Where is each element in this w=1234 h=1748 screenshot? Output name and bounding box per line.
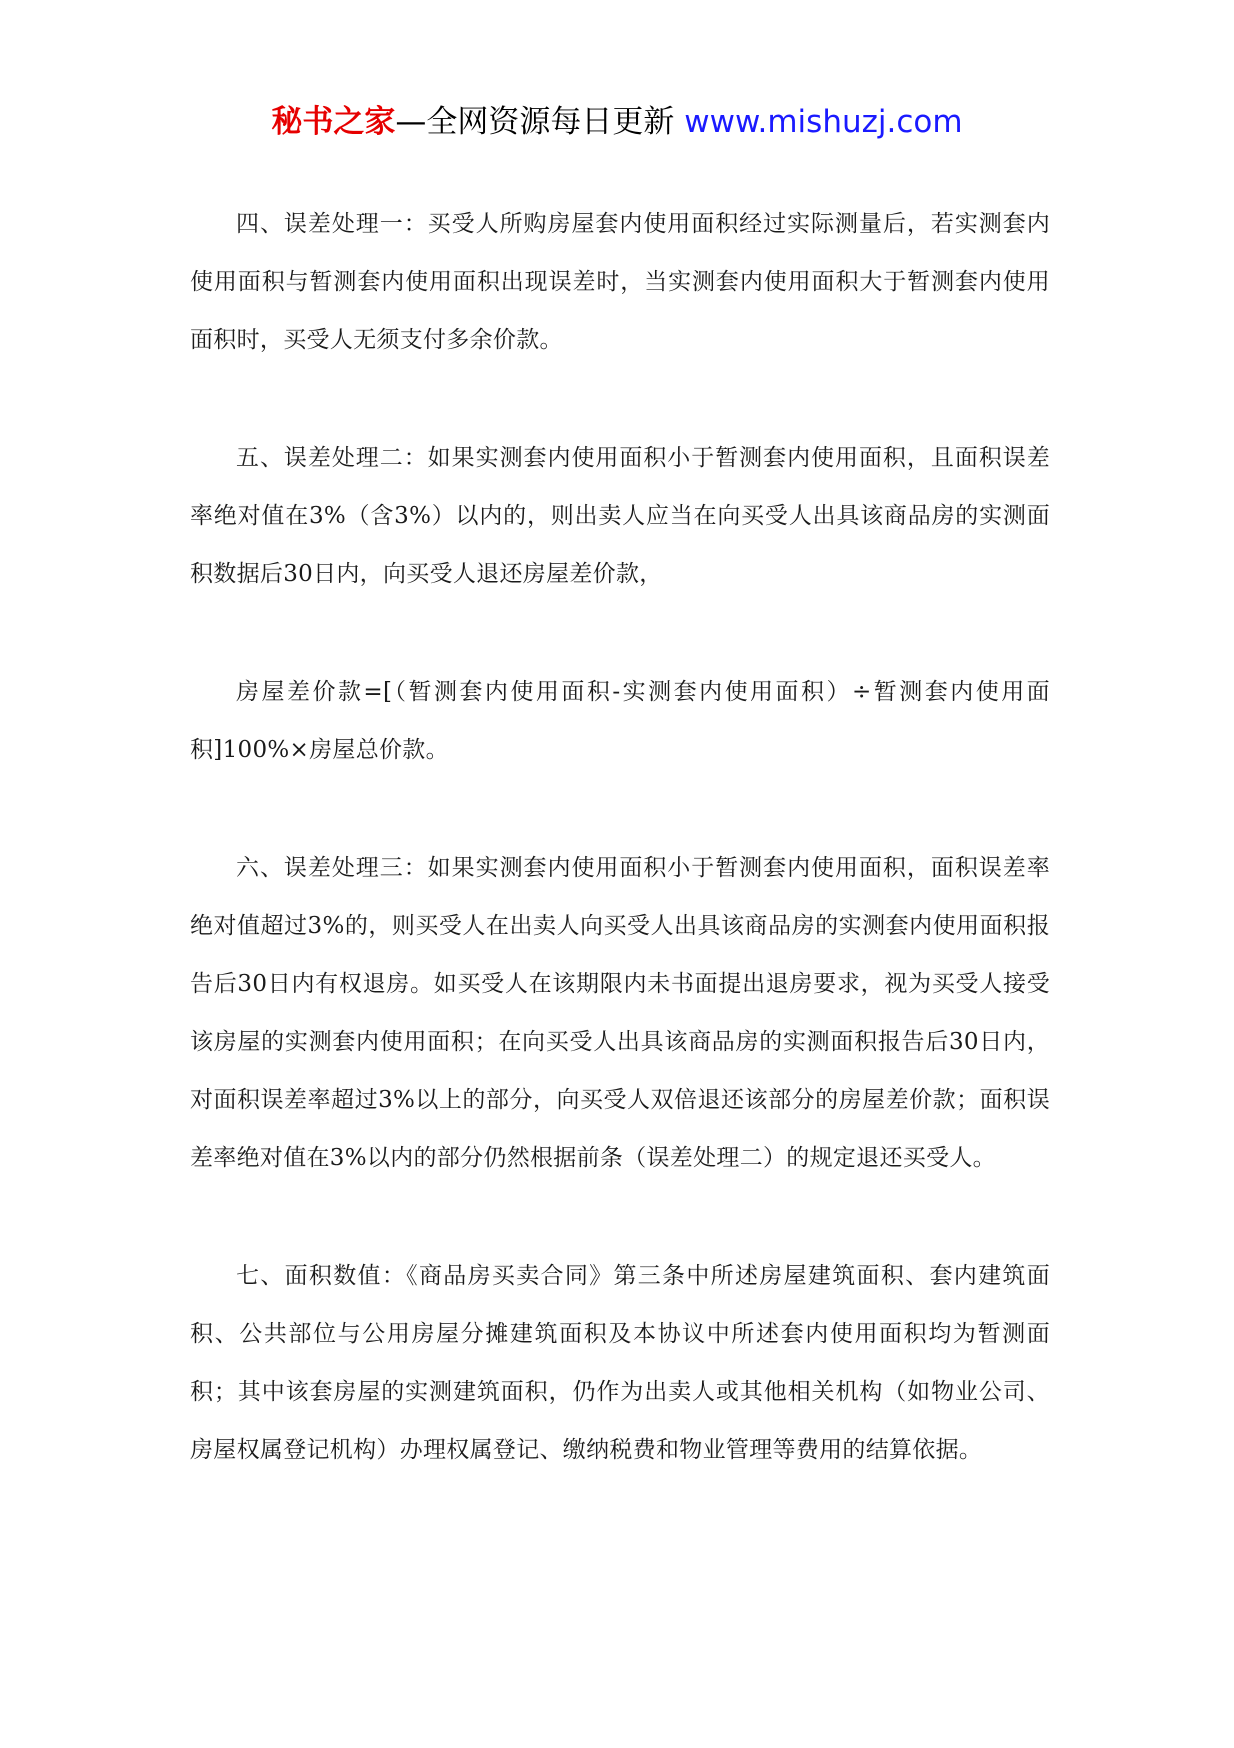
clause-five-paragraph: 五、误差处理二：如果实测套内使用面积小于暂测套内使用面积，且面积误差率绝对值在3%（含3%）以内的，则出卖人应当在向买受人出具该商品房的实测面积数据后30日内，向买受人退还房屋差价款， <box>190 445 1050 587</box>
clause-seven-paragraph: 七、面积数值：《商品房买卖合同》第三条中所述房屋建筑面积、套内建筑面积、公共部位与公用房屋分摊建筑面积及本协议中所述套内使用面积均为暂测面积；其中该套房屋的实测建筑面积，仍作为出卖人或其他相关机构（如物业公司、房屋权属登记机构）办理权属登记、缴纳税费和物业管理等费用的结算依据。 <box>190 1263 1050 1463</box>
site-brand: 秘书之家 <box>271 104 396 140</box>
paragraph-spacer <box>190 369 1050 429</box>
site-url-link[interactable]: www.mishuzj.com <box>684 104 963 140</box>
clause-six-paragraph: 六、误差处理三：如果实测套内使用面积小于暂测套内使用面积，面积误差率绝对值超过3%的，则买受人在出卖人向买受人出具该商品房的实测套内使用面积报告后30日内有权退房。如买受人在该期限内未书面提出退房要求，视为买受人接受该房屋的实测套内使用面积；在向买受人出具该商品房的实测面积报告后30日内，对面积误差率超过3%以上的部分，向买受人双倍退还该部分的房屋差价款；面积误差率绝对值在3%以内的部分仍然根据前条（误差处理二）的规定退还买受人。 <box>190 855 1050 1171</box>
paragraph-spacer <box>190 779 1050 839</box>
document-body <box>190 195 1050 1479</box>
clause-four-paragraph: 四、误差处理一：买受人所购房屋套内使用面积经过实际测量后，若实测套内使用面积与暂测套内使用面积出现误差时，当实测套内使用面积大于暂测套内使用面积时，买受人无须支付多余价款。 <box>190 211 1050 353</box>
site-header <box>0 100 1234 144</box>
paragraph-spacer <box>190 1187 1050 1247</box>
paragraph-spacer <box>190 603 1050 663</box>
price-difference-formula: 房屋差价款=[（暂测套内使用面积-实测套内使用面积）÷暂测套内使用面积]100%×房屋总价款。 <box>190 679 1050 763</box>
site-slogan: —全网资源每日更新 <box>395 104 685 140</box>
